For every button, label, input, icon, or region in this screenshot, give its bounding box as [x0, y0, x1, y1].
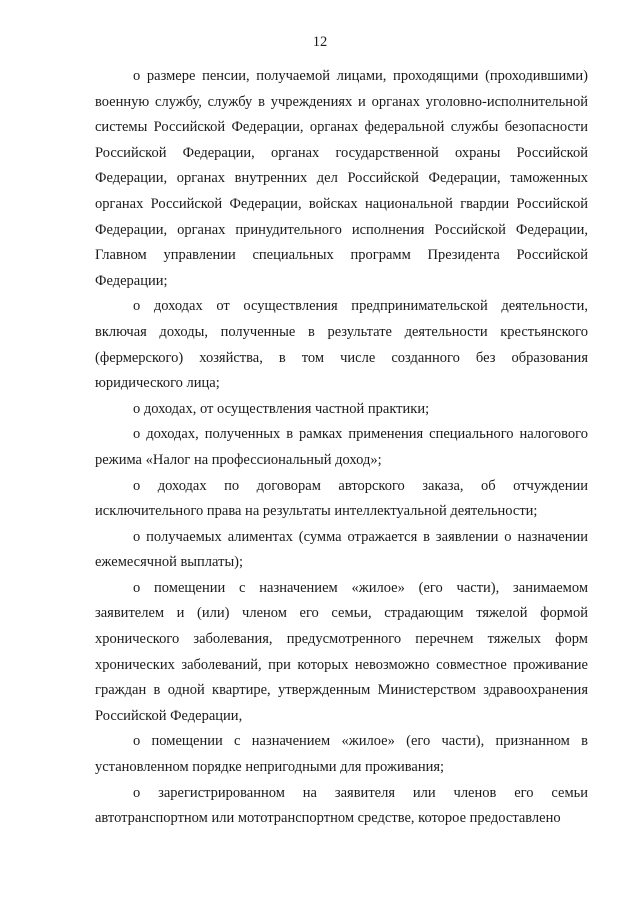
document-body: [95, 64, 588, 832]
paragraph-business-income: о доходах от осуществления предпринимательской деятельности, включая доходы, полученные в результате деятельности крестьянского (фермерского) хозяйства, в том числе созданного без образования юридического лица;: [95, 298, 588, 392]
paragraph-author-contracts: о доходах по договорам авторского заказа, об отчуждении исключительного права на результаты интеллектуальной деятельности;: [95, 477, 588, 520]
paragraph-vehicle: о зарегистрированном на заявителя или членов его семьи автотранспортном или мототранспортном средстве, которое предоставлено: [95, 784, 588, 827]
paragraph-alimony: о получаемых алиментах (сумма отражается в заявлении о назначении ежемесячной выплаты);: [95, 528, 588, 571]
paragraph-residential-premises: о помещении с назначением «жилое» (его части), занимаемом заявителем и (или) членом его семьи, страдающим тяжелой формой хронического заболевания, предусмотренного перечнем тяжелых форм хронических заболеваний, при которых невозможно совместное проживание граждан в одной квартире, утвержденным Министерством здравоохранения Российской Федерации,: [95, 579, 588, 724]
paragraph-private-practice: о доходах, от осуществления частной практики;: [133, 400, 430, 417]
paragraph-unfit-premises: о помещении с назначением «жилое» (его части), признанном в установленном порядке непригодными для проживания;: [95, 733, 588, 776]
paragraph-pension: о размере пенсии, получаемой лицами, проходящими (проходившими) военную службу, службу в учреждениях и органах уголовно-исполнительной системы Российской Федерации, органах федеральной службы безопасности Российской Федерации, органах государственной охраны Российской Федерации, органах внутренних дел Российской Федерации, таможенных органах Российской Федерации, войсках национальной гвардии Российской Федерации, органах принудительного исполнения Российской Федерации, Главном управлении специальных программ Президента Российской Федерации;: [95, 68, 588, 289]
paragraph-professional-income-tax: о доходах, полученных в рамках применения специального налогового режима «Налог на профессиональный доход»;: [95, 426, 588, 468]
page-number: 12: [312, 34, 328, 50]
